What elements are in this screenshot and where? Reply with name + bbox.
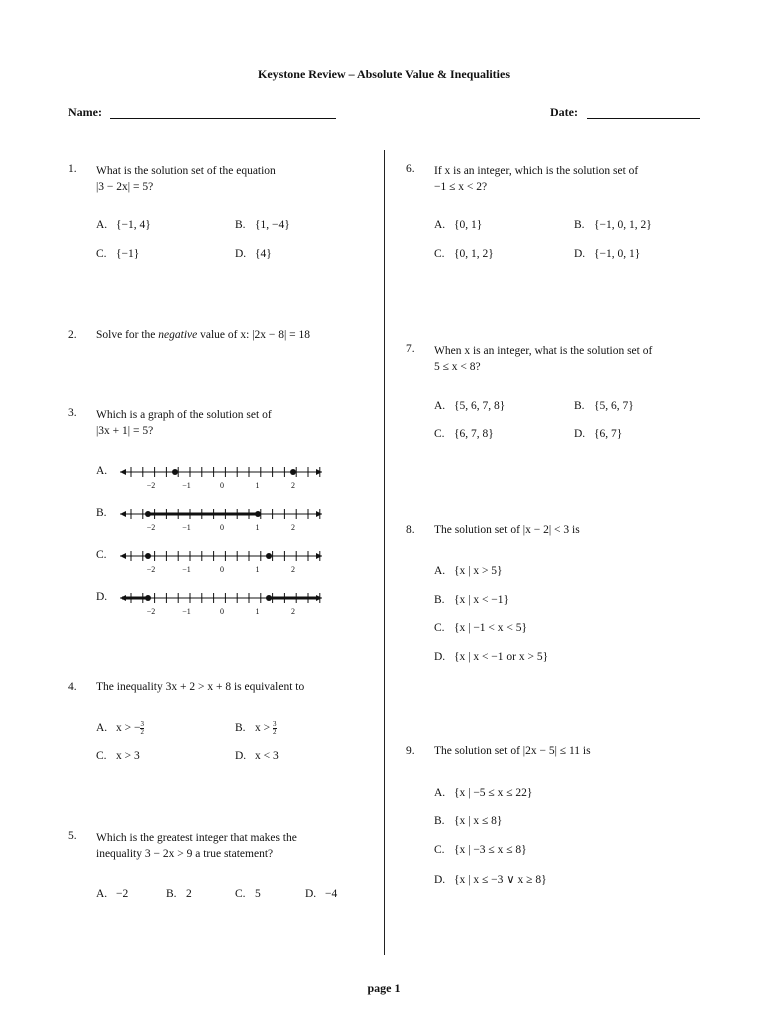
option-c[interactable]: C. {x | −1 < x < 5} (434, 622, 528, 634)
tick-label: −1 (182, 607, 191, 616)
arrow-right (316, 511, 322, 517)
solution-point (290, 469, 296, 475)
arrow-left (120, 553, 126, 559)
number-line-axis (120, 593, 328, 616)
tick-label: −1 (182, 565, 191, 574)
option-a[interactable]: A. {5, 6, 7, 8} (434, 400, 506, 412)
tick-label: −2 (146, 607, 156, 616)
number-line-axis (120, 551, 328, 574)
option-a[interactable]: A. x > − $\frac{3}{2}$ (96, 720, 144, 736)
tick-label: −2 (146, 565, 156, 574)
option-c[interactable]: C. {−1} (96, 248, 140, 260)
tick-label: 0 (220, 565, 224, 574)
option-b[interactable]: B. {x | x < −1} (434, 594, 510, 606)
question-number: 6. (406, 163, 415, 175)
tick-label: 2 (291, 481, 295, 490)
solution-point (145, 595, 151, 601)
question-number: 7. (406, 343, 415, 355)
question-text: What is the solution set of the equation |3 − 2x| = 5? (96, 165, 276, 193)
graph-option-c[interactable]: C. (96, 549, 107, 561)
arrow-left (120, 469, 126, 475)
option-c[interactable]: C. {6, 7, 8} (434, 428, 494, 440)
option-a[interactable]: A. −2 (96, 888, 129, 900)
solution-point (266, 553, 272, 559)
option-d[interactable]: D. x < 3 (235, 750, 279, 762)
option-d[interactable]: D. {6, 7} (574, 428, 623, 440)
option-d[interactable]: D. {x | x ≤ −3 ∨ x ≥ 8} (434, 874, 547, 886)
tick-label: 0 (220, 481, 224, 490)
question-text: If x is an integer, which is the solution set of −1 ≤ x < 2? (434, 165, 639, 193)
number-line-d[interactable] (118, 588, 328, 618)
tick-label: 1 (255, 523, 260, 532)
solution-point (145, 511, 151, 517)
tick-label: 1 (255, 565, 260, 574)
arrow-right (316, 553, 322, 559)
page-footer: page 1 (367, 981, 401, 995)
option-d[interactable]: D. −4 (305, 888, 338, 900)
option-c[interactable]: C. x > 3 (96, 750, 140, 762)
question-text: Which is the greatest integer that makes the inequality 3 − 2x > 9 a true statement? (96, 832, 297, 860)
question-number: 9. (406, 745, 415, 757)
question-text: The solution set of |x − 2| < 3 is (434, 524, 580, 536)
option-b[interactable]: B. {1, −4} (235, 219, 290, 231)
option-b[interactable]: B. {x | x ≤ 8} (434, 815, 503, 827)
option-d[interactable]: D. {x | x < −1 or x > 5} (434, 651, 549, 663)
solution-point (266, 595, 272, 601)
option-c[interactable]: C. {x | −3 ≤ x ≤ 8} (434, 844, 527, 856)
number-line-axis (120, 467, 328, 490)
page-title: Keystone Review – Absolute Value & Inequalities (257, 67, 510, 81)
date-field-line[interactable] (587, 118, 700, 119)
arrow-left (120, 511, 126, 517)
option-a[interactable]: A. {x | −5 ≤ x ≤ 22} (434, 787, 533, 799)
tick-label: 2 (291, 523, 295, 532)
tick-label: 2 (291, 607, 295, 616)
question-text: When x is an integer, what is the solution set of 5 ≤ x < 8? (434, 345, 653, 373)
option-d[interactable]: D. {4} (235, 248, 272, 260)
number-line-a[interactable] (118, 462, 328, 492)
column-divider (384, 150, 385, 955)
tick-label: 1 (255, 607, 260, 616)
option-b[interactable]: B. {−1, 0, 1, 2} (574, 219, 652, 231)
number-line-b[interactable] (118, 504, 328, 534)
graph-option-a[interactable]: A. (96, 465, 108, 477)
question-text: The inequality 3x + 2 > x + 8 is equivalent to (96, 681, 305, 693)
question-text: The solution set of |2x − 5| ≤ 11 is (434, 745, 591, 757)
tick-label: −1 (182, 481, 191, 490)
question-number: 8. (406, 524, 415, 536)
option-b[interactable]: B. x > $\frac{3}{2}$ (235, 720, 277, 736)
graph-option-d[interactable]: D. (96, 591, 108, 603)
tick-label: 0 (220, 607, 224, 616)
option-b[interactable]: B. {5, 6, 7} (574, 400, 634, 412)
tick-label: 2 (291, 565, 295, 574)
solution-point (145, 553, 151, 559)
option-a[interactable]: A. {0, 1} (434, 219, 483, 231)
solution-point (172, 469, 178, 475)
question-number: 4. (68, 681, 77, 693)
number-line-axis (120, 509, 328, 532)
tick-label: −2 (146, 523, 156, 532)
tick-label: −2 (146, 481, 156, 490)
question-text: Which is a graph of the solution set of |3x + 1| = 5? (96, 409, 272, 437)
name-label: Name: (68, 105, 102, 119)
number-line-c[interactable] (118, 546, 328, 576)
graph-option-b[interactable]: B. (96, 507, 107, 519)
option-b[interactable]: B. 2 (166, 888, 192, 900)
question-number: 3. (68, 407, 77, 419)
tick-label: 0 (220, 523, 224, 532)
question-text: Solve for the negative value of x: |2x − 8| = 18 (96, 329, 310, 341)
option-c[interactable]: C. 5 (235, 888, 261, 900)
tick-label: 1 (255, 481, 260, 490)
fraction: $\frac{3}{2}$ (140, 720, 144, 736)
arrow-right (316, 469, 322, 475)
fraction: $\frac{3}{2}$ (273, 720, 277, 736)
question-number: 5. (68, 830, 77, 842)
tick-label: −1 (182, 523, 191, 532)
date-label: Date: (550, 105, 578, 119)
option-c[interactable]: C. {0, 1, 2} (434, 248, 494, 260)
question-number: 2. (68, 329, 77, 341)
option-d[interactable]: D. {−1, 0, 1} (574, 248, 641, 260)
solution-point (255, 511, 261, 517)
option-a[interactable]: A. {−1, 4} (96, 219, 151, 231)
option-a[interactable]: A. {x | x > 5} (434, 565, 503, 577)
question-number: 1. (68, 163, 77, 175)
name-field-line[interactable] (110, 118, 336, 119)
